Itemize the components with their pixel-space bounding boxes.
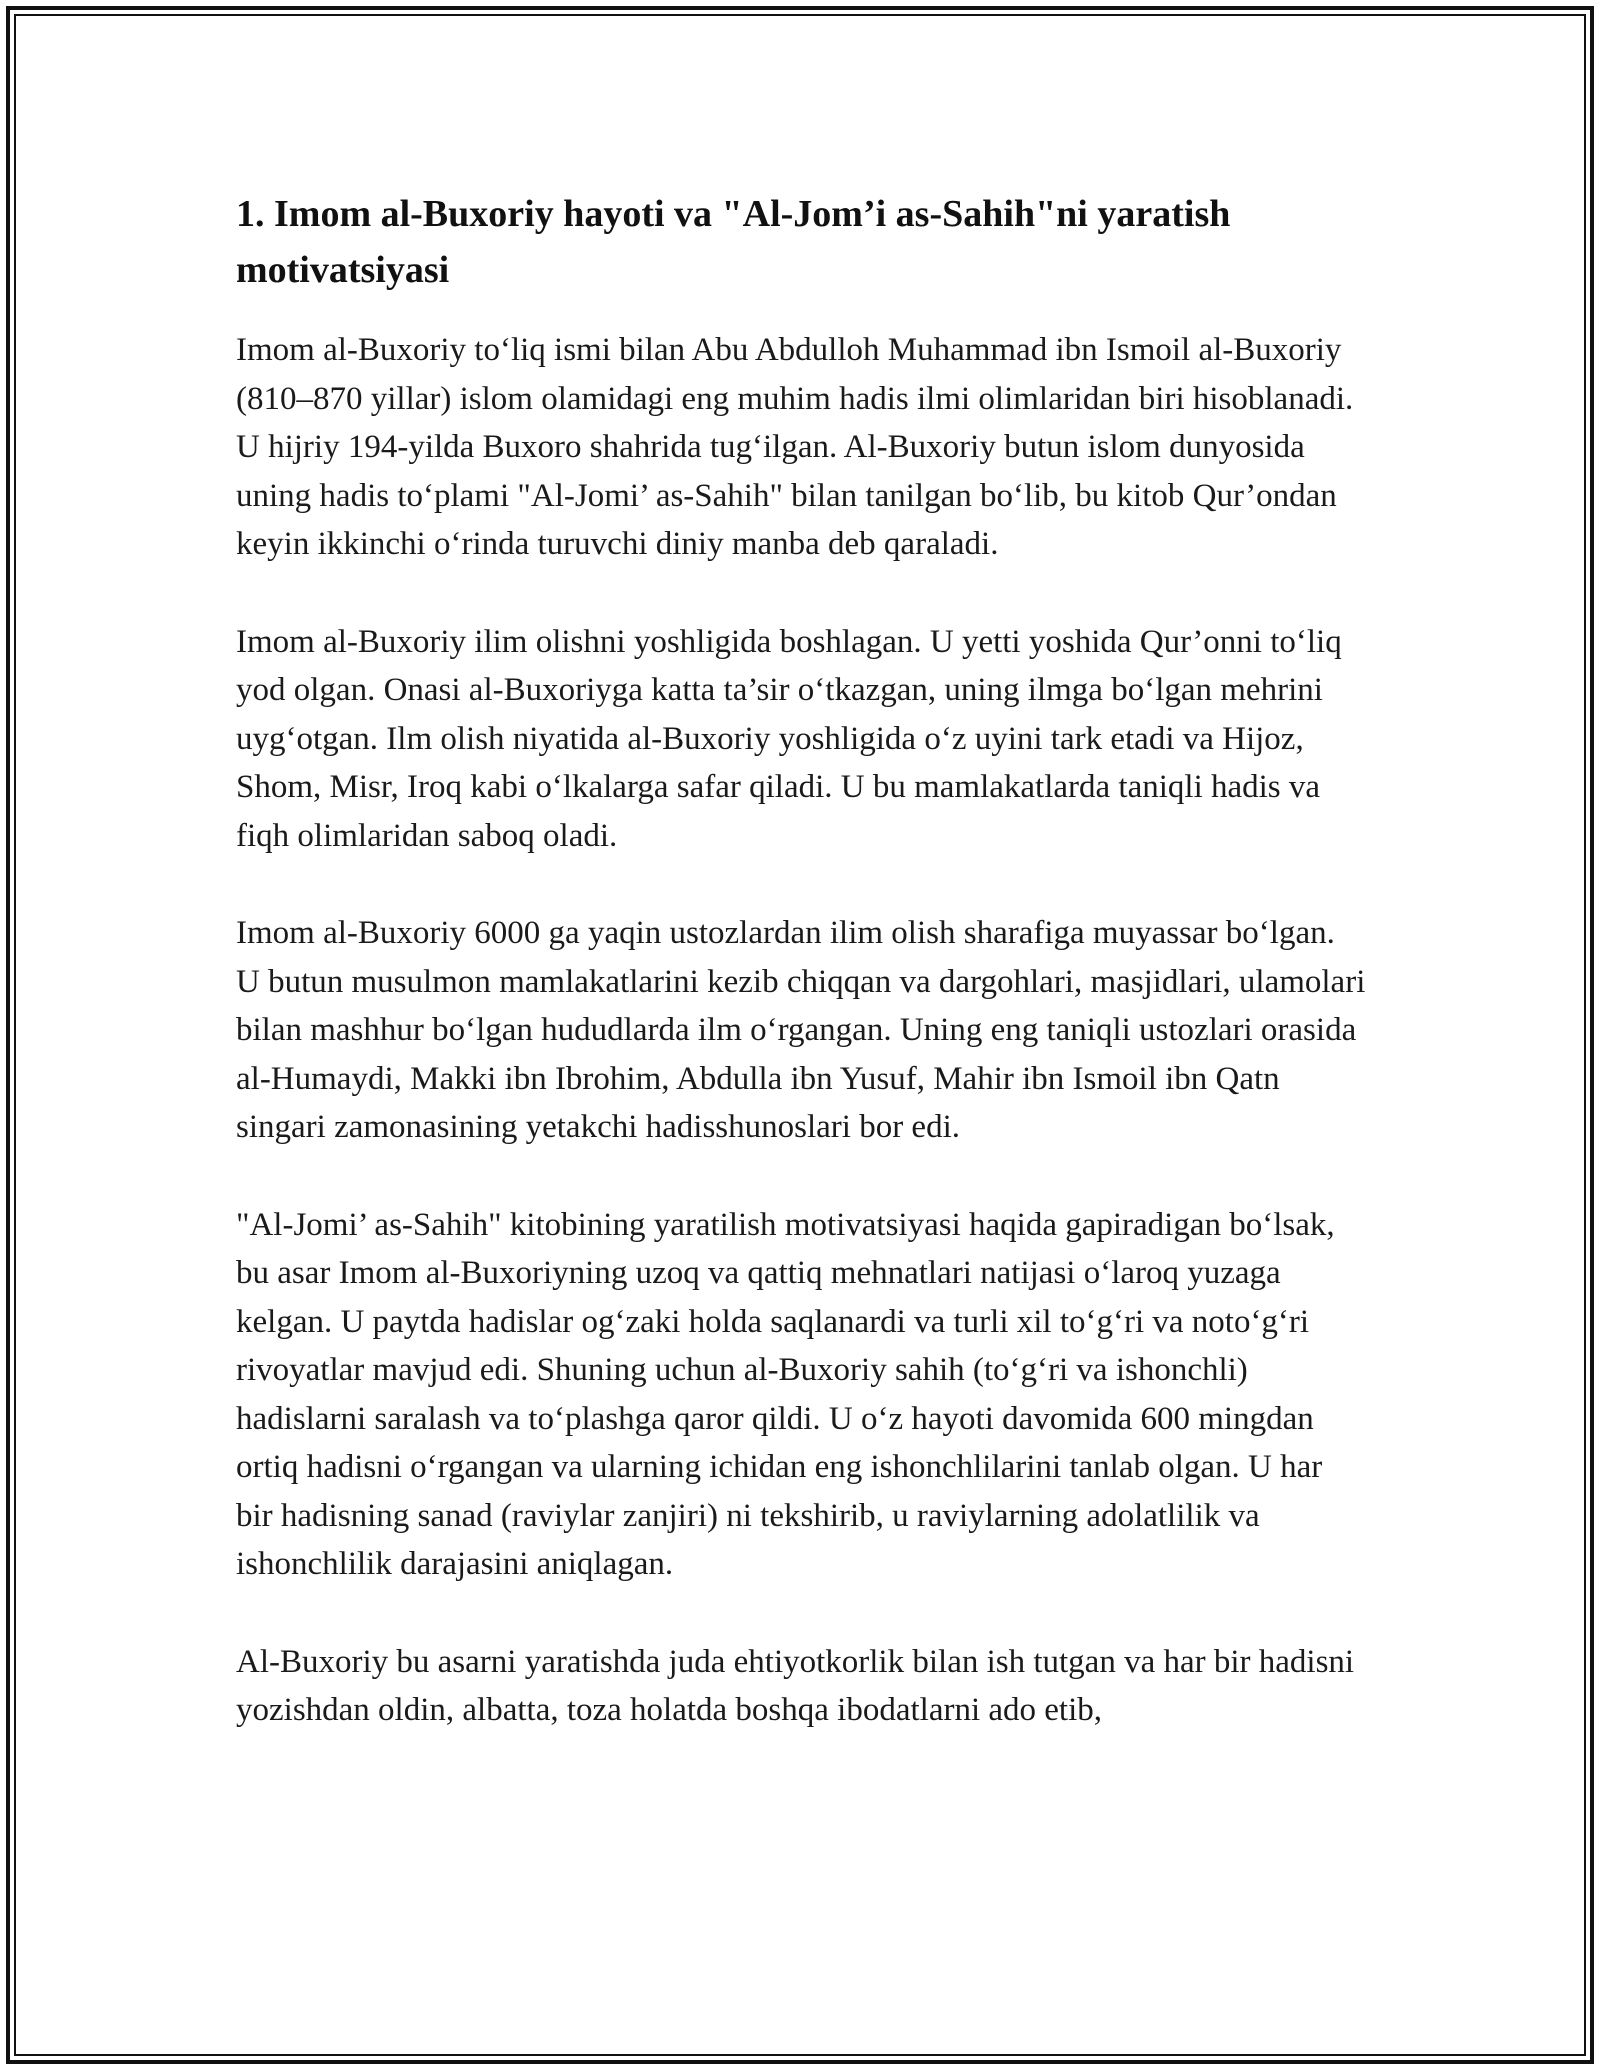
- paragraph-2: Imom al-Buxoriy ilim olishni yoshligida boshlagan. U yetti yoshida Qur’onni to‘liq yod olgan. Onasi al-Buxoriyga katta ta’sir o‘tkazgan, uning ilmga bo‘lgan mehrini uyg‘otgan. Ilm olish niyatida al-Buxoriy yoshligida o‘z uyini tark etadi va Hijoz, Shom, Misr, Iroq kabi o‘lkalarga safar qiladi. U bu mamlakatlarda taniqli hadis va fiqh olimlaridan saboq oladi.: [236, 623, 1342, 854]
- section-heading: 1. Imom al-Buxoriy hayoti va "Al-Jom’i as-Sahih"ni yaratish motivatsiyasi: [236, 193, 1231, 291]
- paragraph-4: "Al-Jomi’ as-Sahih" kitobining yaratilish motivatsiyasi haqida gapiradigan bo‘lsak, bu asar Imom al-Buxoriyning uzoq va qattiq mehnatlari natijasi o‘laroq yuzaga kelgan. U paytda hadislar og‘zaki holda saqlanardi va turli xil to‘g‘ri va noto‘g‘ri rivoyatlar mavjud edi. Shuning uchun al-Buxoriy sahih (to‘g‘ri va ishonchli) hadislarni saralash va to‘plashga qaror qildi. U o‘z hayoti davomida 600 mingdan ortiq hadisni o‘rgangan va ularning ichidan eng ishonchlilarini tanlab olgan. U har bir hadisning sanad (raviylar zanjiri) ni tekshirib, u raviylarning adolatlilik va ishonchlilik darajasini aniqlagan.: [236, 1206, 1335, 1582]
- paragraph-5: Al-Buxoriy bu asarni yaratishda juda ehtiyotkorlik bilan ish tutgan va har bir hadisni yozishdan oldin, albatta, toza holatda boshqa ibodatlarni ado etib,: [236, 1643, 1355, 1728]
- paragraph-1: Imom al-Buxoriy to‘liq ismi bilan Abu Abdulloh Muhammad ibn Ismoil al-Buxoriy (810–870 yillar) islom olamidagi eng muhim hadis ilmi olimlaridan biri hisoblanadi. U hijriy 194-yilda Buxoro shahrida tug‘ilgan. Al-Buxoriy butun islom dunyosida uning hadis to‘plami "Al-Jomi’ as-Sahih" bilan tanilgan bo‘lib, bu kitob Qur’ondan keyin ikkinchi o‘rinda turuvchi diniy manba deb qaraladi.: [236, 332, 1354, 562]
- document-body: [236, 186, 1366, 1784]
- paragraph-3: Imom al-Buxoriy 6000 ga yaqin ustozlardan ilim olish sharafiga muyassar bo‘lgan. U butun musulmon mamlakatlarini kezib chiqqan va dargohlari, masjidlari, ulamolari bilan mashhur bo‘lgan hududlarda ilm o‘rgangan. Uning eng taniqli ustozlari orasida al-Humaydi, Makki ibn Ibrohim, Abdulla ibn Yusuf, Mahir ibn Ismoil ibn Qatn singari zamonasining yetakchi hadisshunoslari bor edi.: [236, 915, 1366, 1145]
